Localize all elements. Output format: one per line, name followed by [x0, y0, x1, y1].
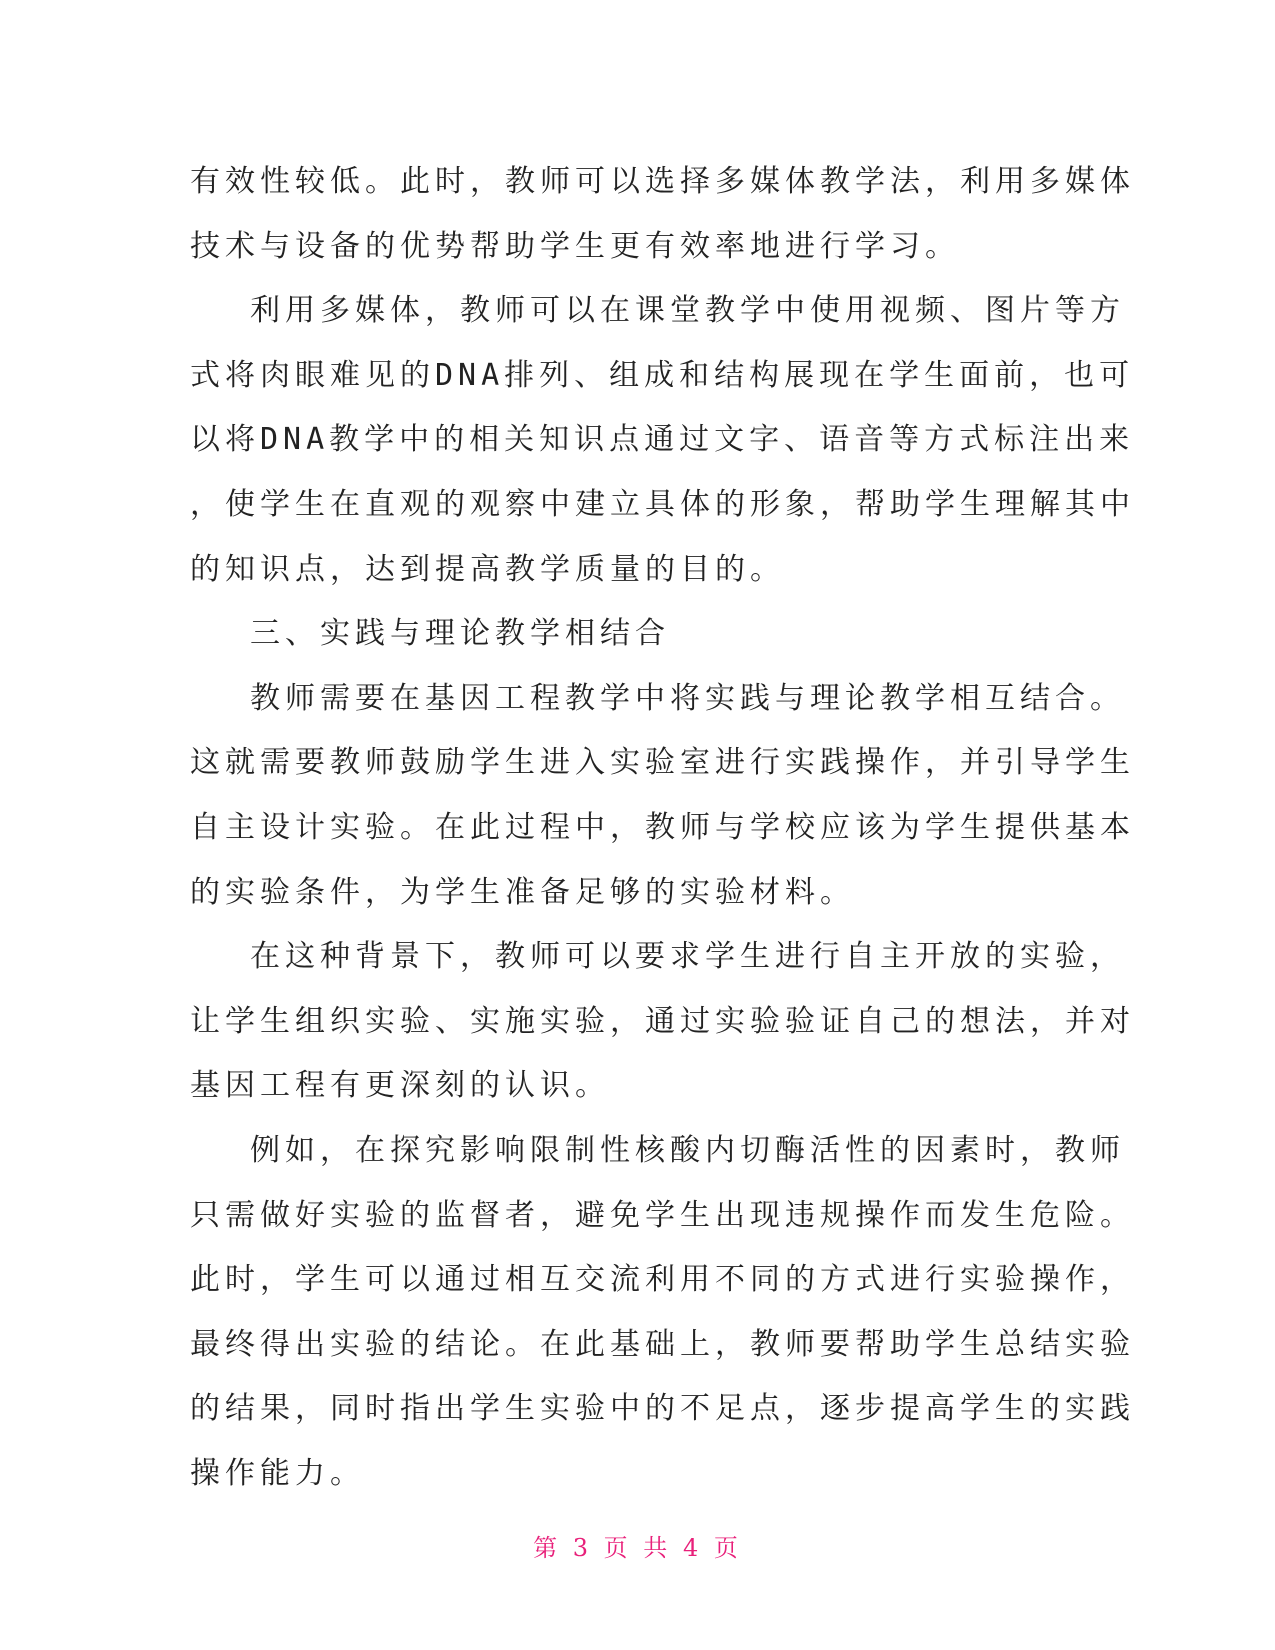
text-line: 的结果，同时指出学生实验中的不足点，逐步提高学生的实践: [190, 1391, 1135, 1427]
text-line: 这就需要教师鼓励学生进入实验室进行实践操作，并引导学生: [190, 745, 1135, 781]
text-line: 最终得出实验的结论。在此基础上，教师要帮助学生总结实验: [190, 1326, 1135, 1362]
text-line: 以将DNA教学中的相关知识点通过文字、语音等方式标注出来: [190, 422, 1135, 458]
text-line: 操作能力。: [190, 1455, 365, 1491]
body-text: [190, 150, 1135, 1506]
text-line: 只需做好实验的监督者，避免学生出现违规操作而发生危险。: [190, 1197, 1135, 1233]
text-line: 的实验条件，为学生准备足够的实验材料。: [190, 874, 855, 910]
text-line: 利用多媒体，教师可以在课堂教学中使用视频、图片等方: [250, 293, 1125, 329]
text-line: 例如，在探究影响限制性核酸内切酶活性的因素时，教师: [250, 1132, 1125, 1168]
text-line: 有效性较低。此时，教师可以选择多媒体教学法，利用多媒体: [190, 164, 1135, 199]
text-line: 在这种背景下，教师可以要求学生进行自主开放的实验，: [250, 939, 1125, 975]
text-line: 基因工程有更深刻的认识。: [190, 1068, 610, 1104]
text-line: ，使学生在直观的观察中建立具体的形象，帮助学生理解其中: [190, 486, 1135, 522]
text-line: 式将肉眼难见的DNA排列、组成和结构展现在学生面前，也可: [190, 357, 1135, 393]
page-number-footer: 第 3 页 共 4 页: [533, 1534, 742, 1562]
text-line: 让学生组织实验、实施实验，通过实验验证自己的想法，并对: [190, 1003, 1135, 1039]
text-line: 自主设计实验。在此过程中，教师与学校应该为学生提供基本: [190, 809, 1135, 845]
text-line: 此时，学生可以通过相互交流利用不同的方式进行实验操作，: [190, 1262, 1135, 1298]
text-line: 技术与设备的优势帮助学生更有效率地进行学习。: [190, 228, 960, 264]
text-line: 的知识点，达到提高教学质量的目的。: [190, 551, 785, 587]
section-heading: 三、实践与理论教学相结合: [250, 616, 670, 652]
text-line: 教师需要在基因工程教学中将实践与理论教学相互结合。: [250, 680, 1125, 716]
